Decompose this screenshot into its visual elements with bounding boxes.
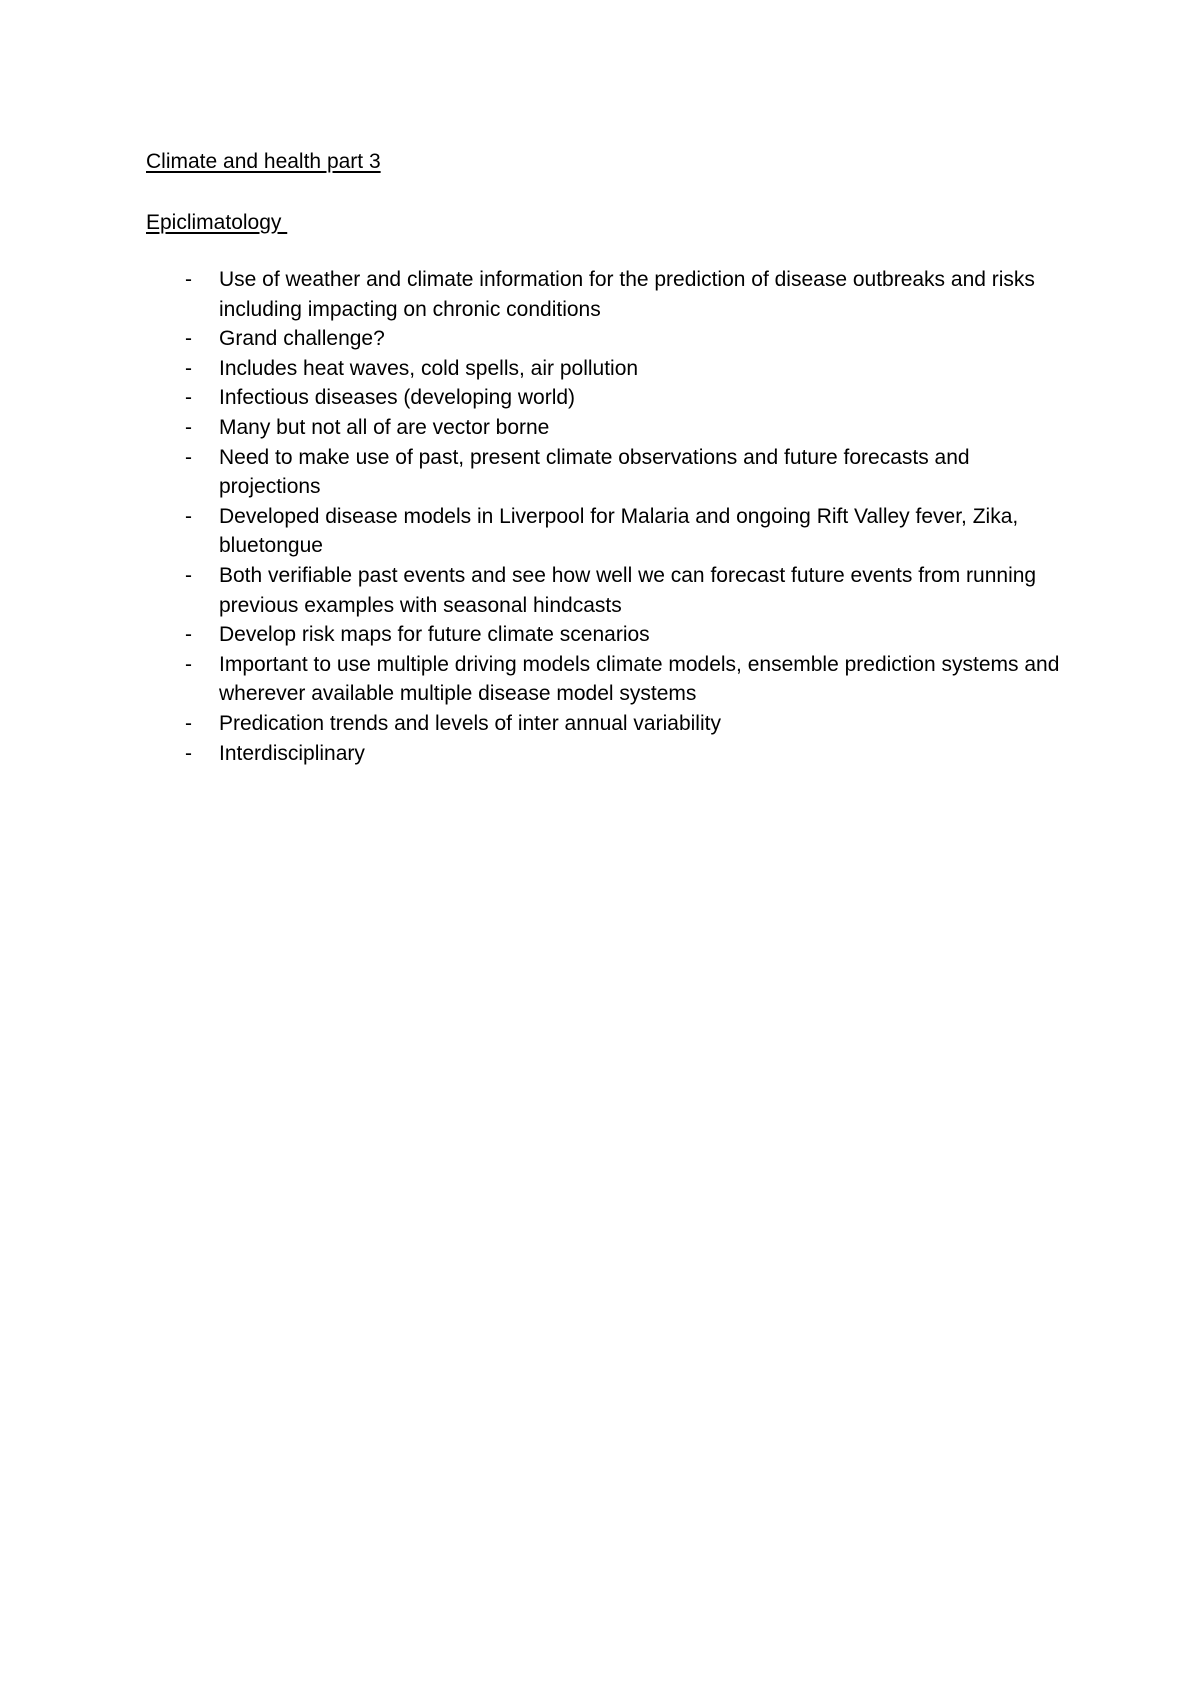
list-item-text: Interdisciplinary [219, 741, 365, 765]
list-item [185, 413, 1065, 443]
list-item-text: Infectious diseases (developing world) [219, 386, 576, 410]
bullet-dash: - [185, 445, 192, 469]
list-item [185, 383, 1065, 413]
list-item-text: Important to use multiple driving models climate models, ensemble prediction systems and wherever available multiple disease model systems [219, 652, 1060, 706]
bullet-dash: - [185, 415, 192, 439]
list-item [185, 620, 1065, 650]
list-item [185, 443, 1065, 502]
list-item-text: Develop risk maps for future climate scenarios [219, 623, 650, 647]
list-item-text: Both verifiable past events and see how well we can forecast future events from running previous examples with seasonal hindcasts [219, 563, 1037, 617]
list-item-text: Includes heat waves, cold spells, air pollution [219, 356, 639, 380]
bullet-dash: - [185, 268, 192, 291]
bullet-list [185, 265, 1065, 768]
list-item [185, 265, 1065, 324]
list-item [185, 739, 1065, 769]
list-item [185, 324, 1065, 354]
bullet-dash: - [185, 386, 192, 410]
list-item-text: Need to make use of past, present climate observations and future forecasts and projections [219, 445, 970, 499]
bullet-dash: - [185, 356, 192, 380]
list-item-text: Grand challenge? [219, 327, 385, 351]
bullet-dash: - [185, 327, 192, 351]
bullet-dash: - [185, 741, 192, 765]
bullet-dash: - [185, 504, 192, 528]
bullet-dash: - [185, 563, 192, 587]
list-item [185, 354, 1065, 384]
document-title: Climate and health part 3 [146, 150, 381, 173]
bullet-dash: - [185, 711, 192, 735]
bullet-dash: - [185, 652, 192, 676]
list-item [185, 709, 1065, 739]
list-item [185, 502, 1065, 561]
list-item-text: Developed disease models in Liverpool for Malaria and ongoing Rift Valley fever, Zika, bluetongue [219, 504, 1019, 558]
bullet-dash: - [185, 623, 192, 647]
list-item-text: Predication trends and levels of inter annual variability [219, 711, 721, 735]
list-item-text: Use of weather and climate information for the prediction of disease outbreaks and risks including impacting on chronic conditions [219, 268, 1035, 321]
list-item [185, 650, 1065, 709]
list-item [185, 561, 1065, 620]
section-heading: Epiclimatology [146, 211, 288, 234]
list-item-text: Many but not all of are vector borne [219, 415, 550, 439]
